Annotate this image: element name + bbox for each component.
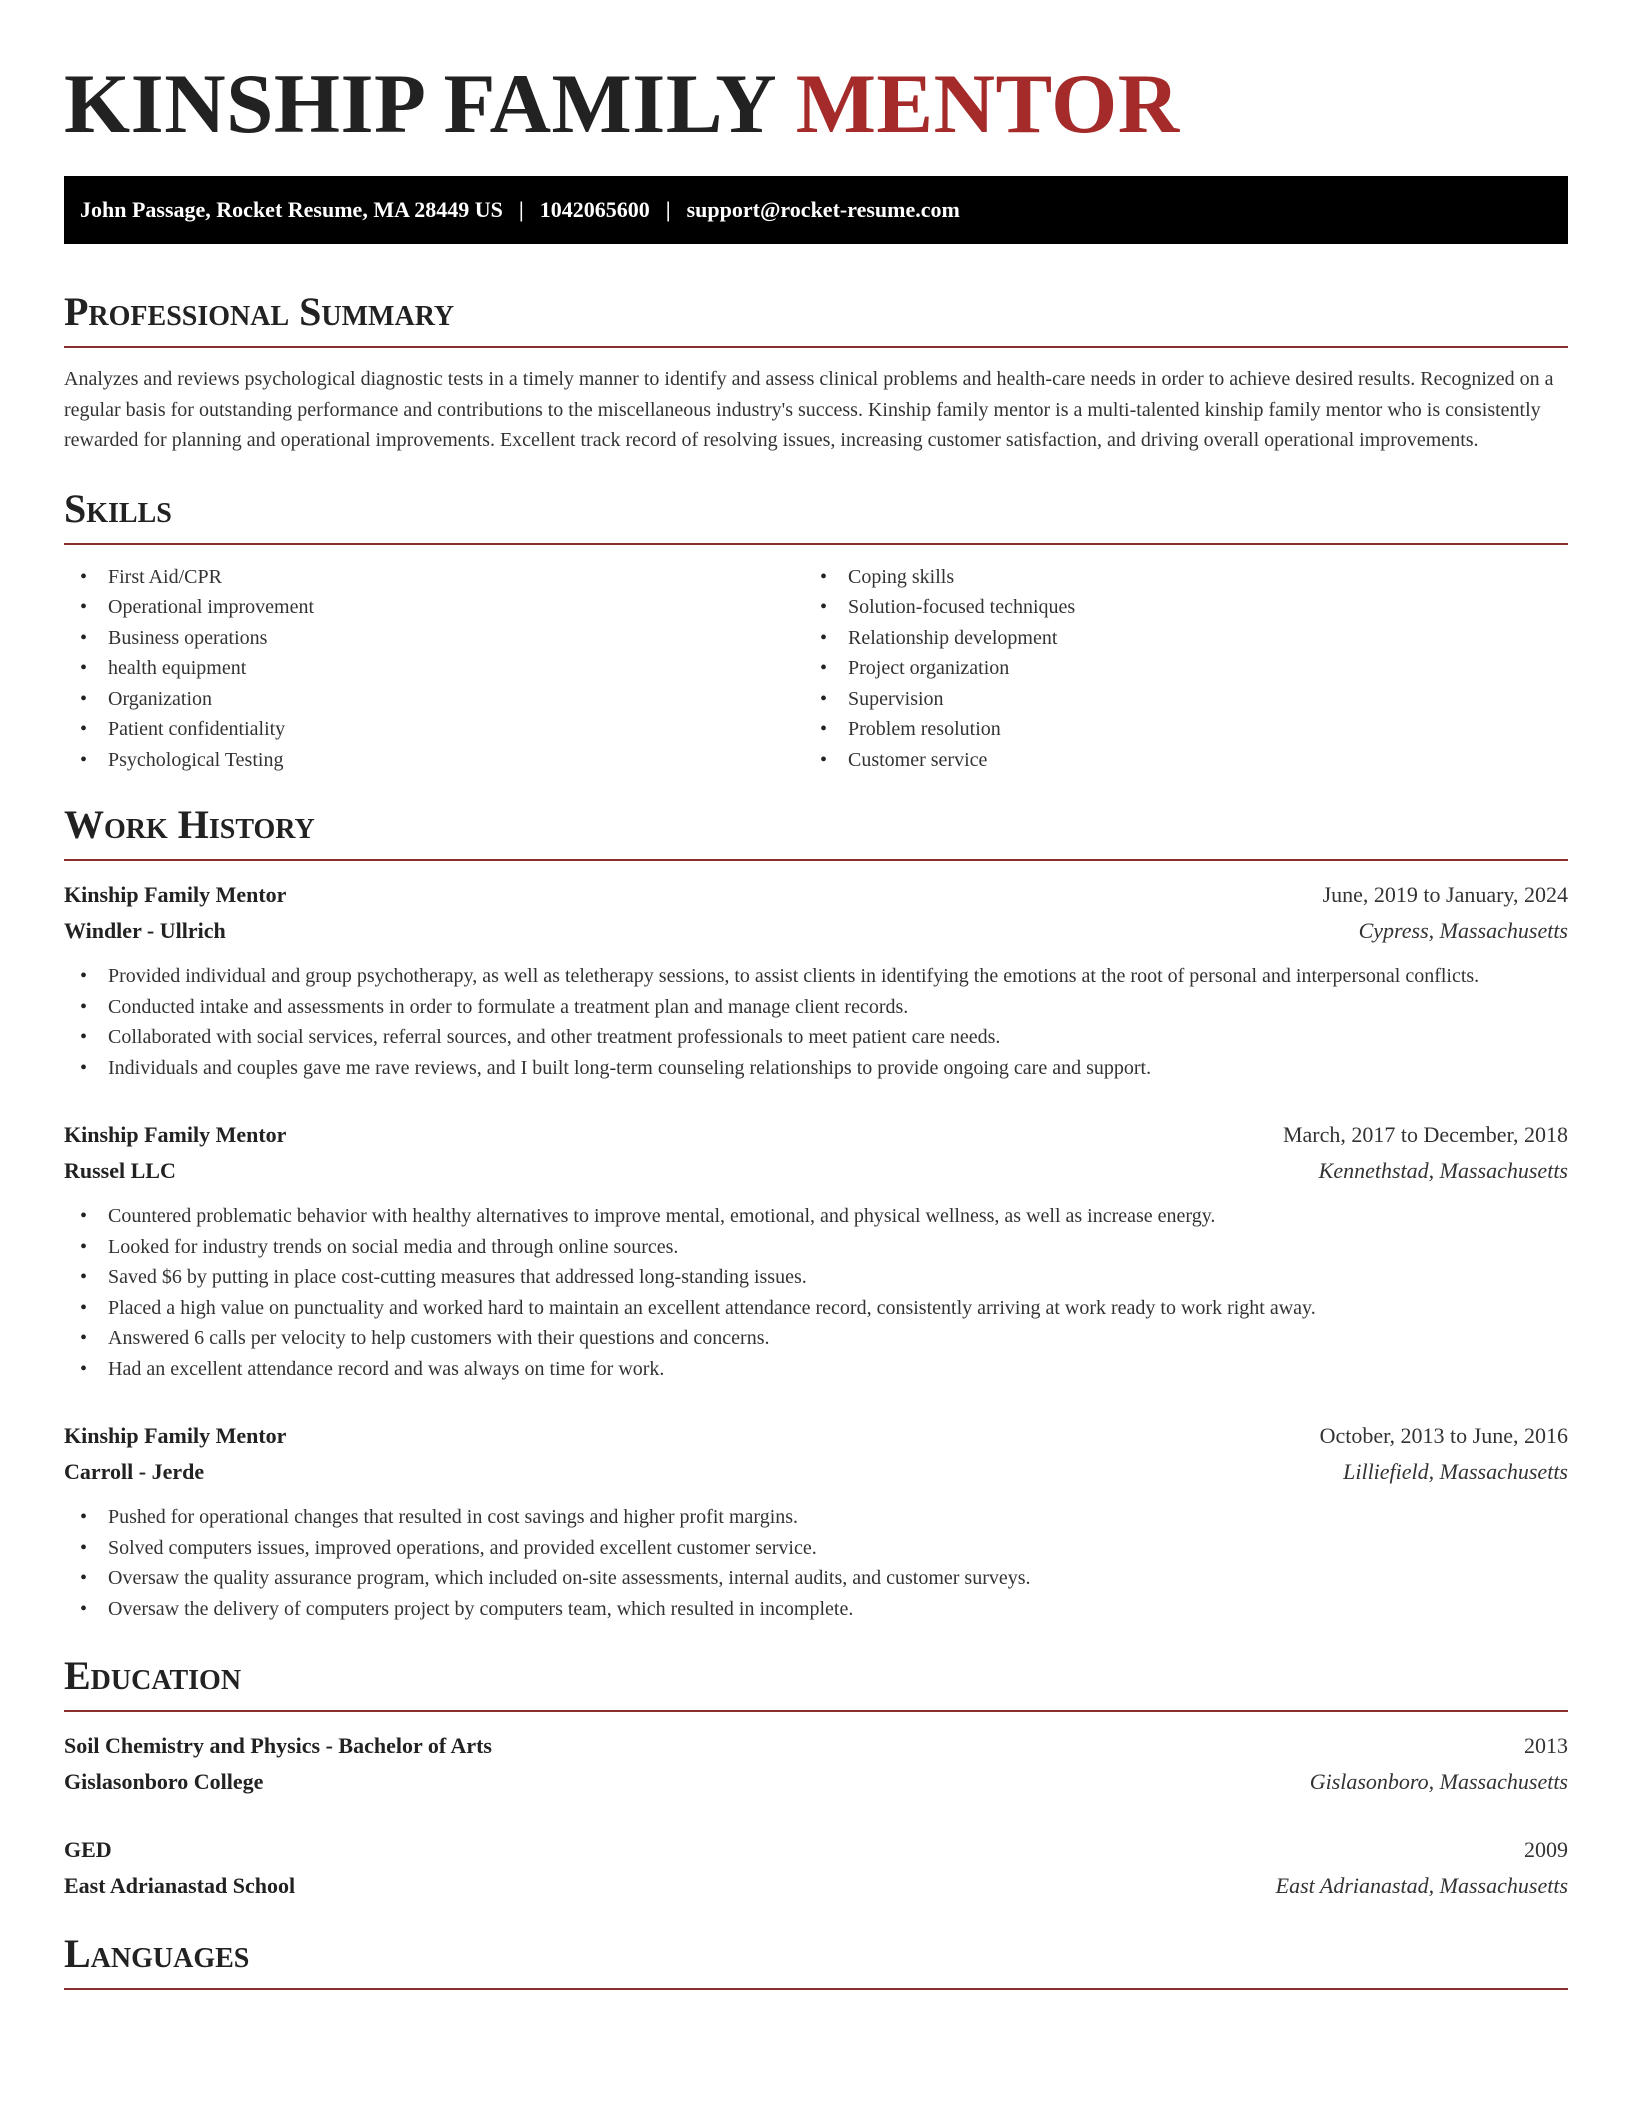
skill-item: • Relationship development — [804, 623, 1544, 654]
skill-item: • Psychological Testing — [64, 745, 804, 776]
job-entry — [64, 1418, 1568, 1624]
job-company-row — [64, 913, 1568, 949]
job-bullet: • Looked for industry trends on social media and through online sources. — [64, 1232, 1568, 1263]
job-bullet: • Individuals and couples gave me rave reviews, and I built long-term counseling relationships to provide ongoing care and support. — [64, 1053, 1568, 1084]
skill-item: • Organization — [64, 684, 804, 715]
skill-item: • Project organization — [804, 653, 1544, 684]
skills-list — [64, 562, 1568, 776]
education-year: 2009 — [1524, 1837, 1568, 1862]
job-bullet: • Solved computers issues, improved operations, and provided excellent customer service. — [64, 1533, 1568, 1564]
education-school-row — [64, 1764, 1568, 1800]
summary-text: Analyzes and reviews psychological diagnostic tests in a timely manner to identify and assess clinical problems and health-care needs in order to achieve desired results. Recognized on a regular basis for outstanding performance and contributions to the miscellaneous industry's success. Kinship family mentor is a multi-talented kinship family mentor who is consistently rewarded for planning and operational improvements. Excellent track record of resolving issues, increasing customer satisfaction, and driving overall operational improvements. — [64, 368, 1554, 451]
skills-column-right — [804, 562, 1544, 776]
job-bullet: • Answered 6 calls per velocity to help customers with their questions and concerns. — [64, 1323, 1568, 1354]
job-bullet: • Saved $6 by putting in place cost-cutting measures that addressed long-standing issues. — [64, 1262, 1568, 1293]
job-bullet: • Collaborated with social services, referral sources, and other treatment professionals to meet patient care needs. — [64, 1022, 1568, 1053]
job-bullet: • Oversaw the delivery of computers project by computers team, which resulted in incomplete. — [64, 1594, 1568, 1625]
contact-separator: | — [665, 197, 671, 222]
skill-item: • Solution-focused techniques — [804, 592, 1544, 623]
education-location: East Adrianastad, Massachusetts — [1275, 1873, 1568, 1898]
education-school-row — [64, 1868, 1568, 1904]
job-company: Russel LLC — [64, 1158, 176, 1183]
skill-item: • Problem resolution — [804, 714, 1544, 745]
education-school: Gislasonboro College — [64, 1769, 264, 1794]
skill-item: • First Aid/CPR — [64, 562, 804, 593]
contact-bar — [64, 176, 1568, 244]
education-degree: GED — [64, 1837, 112, 1862]
summary-heading: Professional Summary — [64, 289, 455, 334]
job-bullets — [64, 1201, 1568, 1384]
job-company-row — [64, 1153, 1568, 1189]
job-header — [64, 877, 1568, 913]
resume-page — [64, 0, 1568, 1990]
section-divider — [64, 1988, 1568, 1990]
education-degree: Soil Chemistry and Physics - Bachelor of Arts — [64, 1733, 492, 1758]
skill-item: • Coping skills — [804, 562, 1544, 593]
job-dates: October, 2013 to June, 2016 — [1319, 1423, 1568, 1448]
skill-item: • Customer service — [804, 745, 1544, 776]
job-company-row — [64, 1454, 1568, 1490]
job-dates: June, 2019 to January, 2024 — [1322, 882, 1568, 907]
section-divider — [64, 1710, 1568, 1712]
skills-heading: Skills — [64, 485, 172, 531]
work-history-heading: Work History — [64, 802, 315, 847]
job-title: Kinship Family Mentor — [64, 882, 287, 907]
job-title: Kinship Family Mentor — [64, 1122, 287, 1147]
job-company: Carroll - Jerde — [64, 1459, 205, 1484]
education-entry — [64, 1728, 1568, 1800]
skills-column-left — [64, 562, 804, 776]
job-location: Cypress, Massachusetts — [1358, 918, 1568, 943]
job-entry — [64, 877, 1568, 1083]
skill-item: • Operational improvement — [64, 592, 804, 623]
education-entry — [64, 1832, 1568, 1904]
job-bullet: • Placed a high value on punctuality and worked hard to maintain an excellent attendance record, consistently arriving at work ready to work right away. — [64, 1293, 1568, 1324]
job-bullet: • Oversaw the quality assurance program, which included on-site assessments, internal audits, and customer surveys. — [64, 1563, 1568, 1594]
education-header — [64, 1728, 1568, 1764]
education-year: 2013 — [1524, 1733, 1568, 1758]
resume-name — [64, 54, 1568, 154]
education-header — [64, 1832, 1568, 1868]
job-location: Kennethstad, Massachusetts — [1318, 1158, 1568, 1183]
job-title: Kinship Family Mentor — [64, 1423, 287, 1448]
job-dates: March, 2017 to December, 2018 — [1282, 1122, 1568, 1147]
skill-item: • Business operations — [64, 623, 804, 654]
education-location: Gislasonboro, Massachusetts — [1309, 1769, 1568, 1794]
job-bullet: • Pushed for operational changes that resulted in cost savings and higher profit margins. — [64, 1502, 1568, 1533]
job-header — [64, 1117, 1568, 1153]
job-bullet: • Had an excellent attendance record and was always on time for work. — [64, 1354, 1568, 1385]
section-divider — [64, 543, 1568, 545]
contact-address: John Passage, Rocket Resume, MA 28449 US — [80, 197, 503, 222]
education-school: East Adrianastad School — [64, 1873, 296, 1898]
contact-phone: 1042065600 — [539, 197, 650, 222]
section-divider — [64, 859, 1568, 861]
skill-item: • Patient confidentiality — [64, 714, 804, 745]
name-main: KINSHIP FAMILY — [64, 57, 774, 151]
contact-email: support@rocket-resume.com — [686, 197, 960, 222]
education-heading: Education — [64, 1653, 242, 1698]
job-entry — [64, 1117, 1568, 1384]
job-bullets — [64, 961, 1568, 1083]
skill-item: • health equipment — [64, 653, 804, 684]
name-accent: MENTOR — [795, 57, 1180, 151]
job-bullet: • Countered problematic behavior with healthy alternatives to improve mental, emotional, and physical wellness, as well as increase energy. — [64, 1201, 1568, 1232]
job-bullets — [64, 1502, 1568, 1624]
job-bullet: • Provided individual and group psychotherapy, as well as teletherapy sessions, to assist clients in identifying the emotions at the root of personal and interpersonal conflicts. — [64, 961, 1568, 992]
job-company: Windler - Ullrich — [64, 918, 226, 943]
skill-item: • Supervision — [804, 684, 1544, 715]
languages-heading: Languages — [64, 1931, 250, 1976]
section-divider — [64, 346, 1568, 348]
job-bullet: • Conducted intake and assessments in order to formulate a treatment plan and manage client records. — [64, 992, 1568, 1023]
contact-separator: | — [518, 197, 524, 222]
job-location: Lilliefield, Massachusetts — [1343, 1459, 1568, 1484]
job-header — [64, 1418, 1568, 1454]
